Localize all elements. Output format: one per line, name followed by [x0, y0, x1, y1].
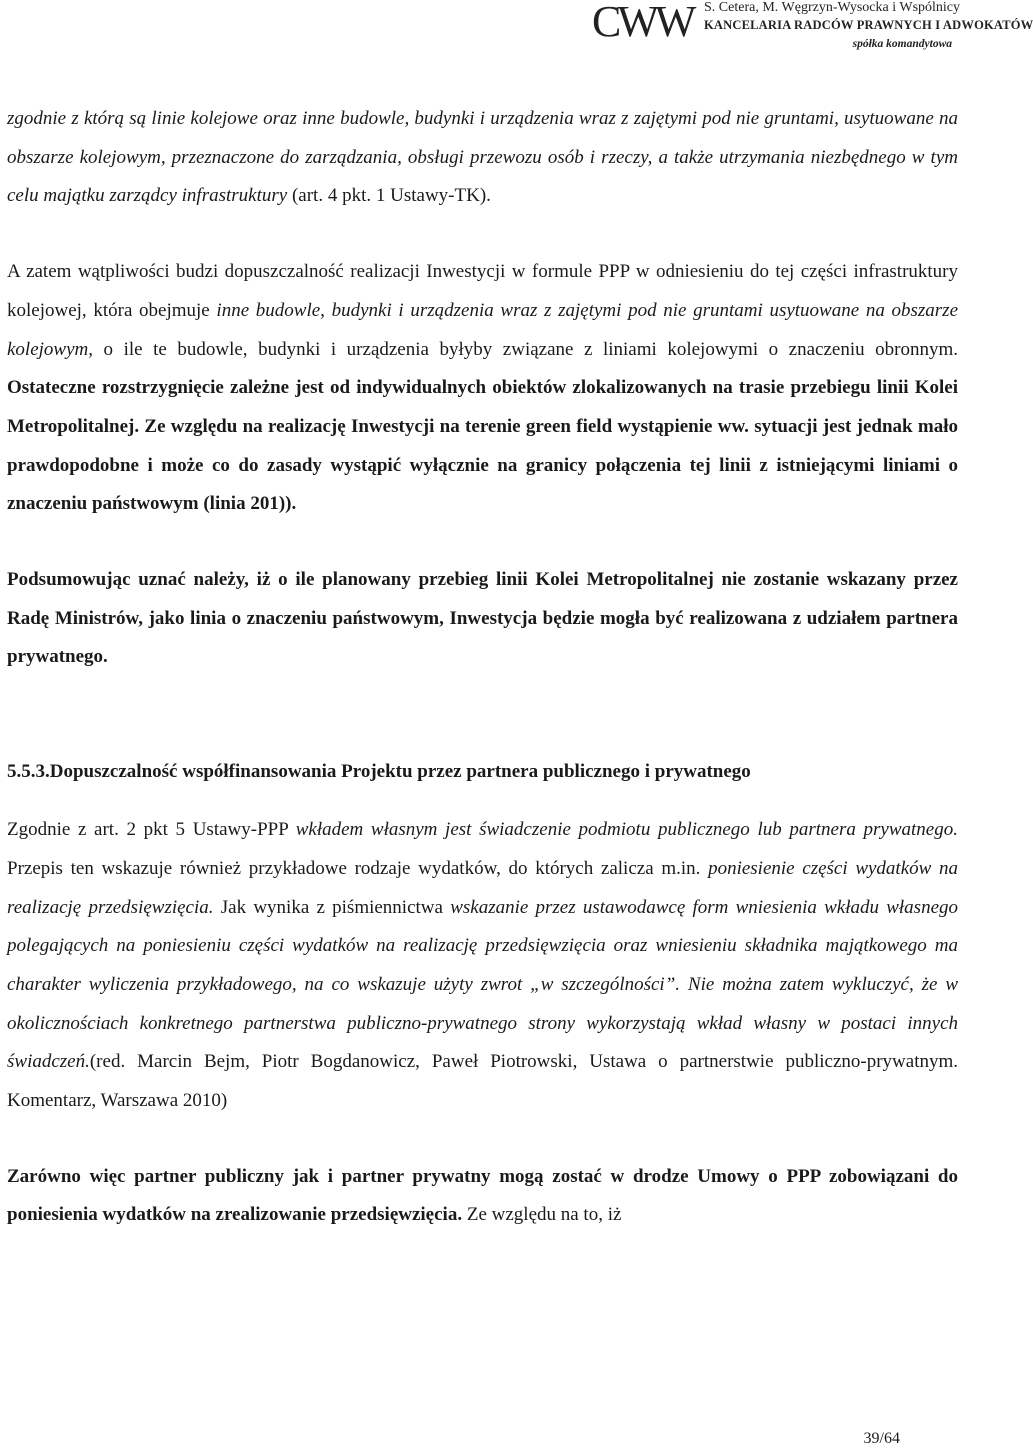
- p4-text-4: (red. Marcin Bejm, Piotr Bogdanowicz, Paweł Piotrowski, Ustawa o partnerstwie publiczno-prywatnym. Komentarz, Warszawa 2010): [7, 1051, 958, 1112]
- spacer: [7, 524, 958, 561]
- spacer: [7, 1121, 958, 1158]
- section-number: 5.5.3.: [7, 761, 50, 783]
- firm-name: S. Cetera, M. Węgrzyn-Wysocka i Wspólnicy: [704, 0, 961, 15]
- p4-text-3: Jak wynika z piśmiennictwa: [213, 896, 451, 918]
- p5-bold: Zarówno więc partner publiczny jak i partner prywatny mogą zostać w drodze Umowy o PPP zobowiązani do poniesienia wydatków na zrealizowanie przedsięwzięcia.: [7, 1165, 958, 1226]
- paragraph-4: [7, 811, 958, 1121]
- p4-text-1: Zgodnie z art. 2 pkt 5 Ustawy-PPP: [7, 819, 296, 841]
- p2-italic: inne budowle, budynki i urządzenia wraz z zajętymi pod nie gruntami usytuowane na obszarze kolejowym,: [7, 299, 958, 360]
- paragraph-1: [7, 100, 958, 216]
- p1-text: (art. 4 pkt. 1 Ustawy-TK).: [287, 185, 491, 207]
- p1-italic: zgodnie z którą są linie kolejowe oraz inne budowle, budynki i urządzenia wraz z zajętymi pod nie gruntami, usytuowane na obszarze kolejowym, przeznaczone do zarządzania, obsługi przewozu osób i rzeczy, a także utrzymania niezbędnego w tym celu majątku zarządcy infrastruktury: [7, 108, 958, 207]
- section-title: Dopuszczalność współfinansowania Projektu przez partnera publicznego i prywatnego: [49, 761, 751, 783]
- page-number: 39/64: [863, 1430, 900, 1447]
- section-heading: [7, 753, 958, 791]
- firm-logo: [592, 0, 1033, 58]
- p4-italic-2: poniesienie części wydatków na realizację przedsięwzięcia.: [7, 857, 958, 918]
- paragraph-2: [7, 253, 958, 524]
- spacer: [7, 216, 958, 253]
- p3-bold: Podsumowując uznać należy, iż o ile planowany przebieg linii Kolei Metropolitalnej nie zostanie wskazany przez Radę Ministrów, jako linia o znaczeniu państwowym, Inwestycja będzie mogła być realizowana z udziałem partnera prywatnego.: [7, 569, 958, 668]
- p2-bold: Ostateczne rozstrzygnięcie zależne jest od indywidualnych obiektów zlokalizowanych na trasie przebiegu linii Kolei Metropolitalnej. Ze względu na realizację Inwestycji na terenie green field wystąpienie ww. sytuacji jest jednak mało prawdopodobne i może co do zasady wystąpić wyłącznie na granicy połączenia tej linii z istniejącymi liniami o znaczeniu państwowym (linia 201)).: [7, 377, 958, 515]
- document-body: [7, 100, 958, 1235]
- p4-italic-1: wkładem własnym jest świadczenie podmiotu publicznego lub partnera prywatnego.: [295, 819, 958, 841]
- p4-text-2: Przepis ten wskazuje również przykładowe rodzaje wydatków, do których zalicza m.in.: [7, 857, 709, 879]
- firm-form: spółka komandytowa: [852, 38, 952, 50]
- cww-logo-icon: [592, 0, 700, 46]
- p5-text: Ze względu na to, iż: [462, 1204, 622, 1226]
- p2-text-2: o ile te budowle, budynki i urządzenia byłyby związane z liniami kolejowymi o znaczeniu obronnym.: [93, 338, 958, 360]
- firm-type: KANCELARIA RADCÓW PRAWNYCH I ADWOKATÓW: [704, 18, 1033, 32]
- paragraph-5: [7, 1158, 958, 1235]
- logo-letters: CWW: [592, 0, 693, 46]
- spacer: [7, 677, 958, 753]
- p2-text-1: A zatem wątpliwości budzi dopuszczalność realizacji Inwestycji w formule PPP w odniesieniu do tej części infrastruktury kolejowej, która obejmuje: [7, 261, 958, 321]
- p4-italic-3: wskazanie przez ustawodawcę form wniesienia wkładu własnego polegających na poniesieniu części wydatków na realizację przedsięwzięcia oraz wniesieniu składnika majątkowego ma charakter wyliczenia przykładowego, na co wskazuje użyty zwrot „w szczególności”. Nie można zatem wykluczyć, że w okolicznościach konkretnego partnerstwa publiczno-prywatnego strony wykorzystają wkład własny w postaci innych świadczeń.: [7, 896, 958, 1073]
- paragraph-3: [7, 561, 958, 677]
- spacer: [7, 791, 958, 811]
